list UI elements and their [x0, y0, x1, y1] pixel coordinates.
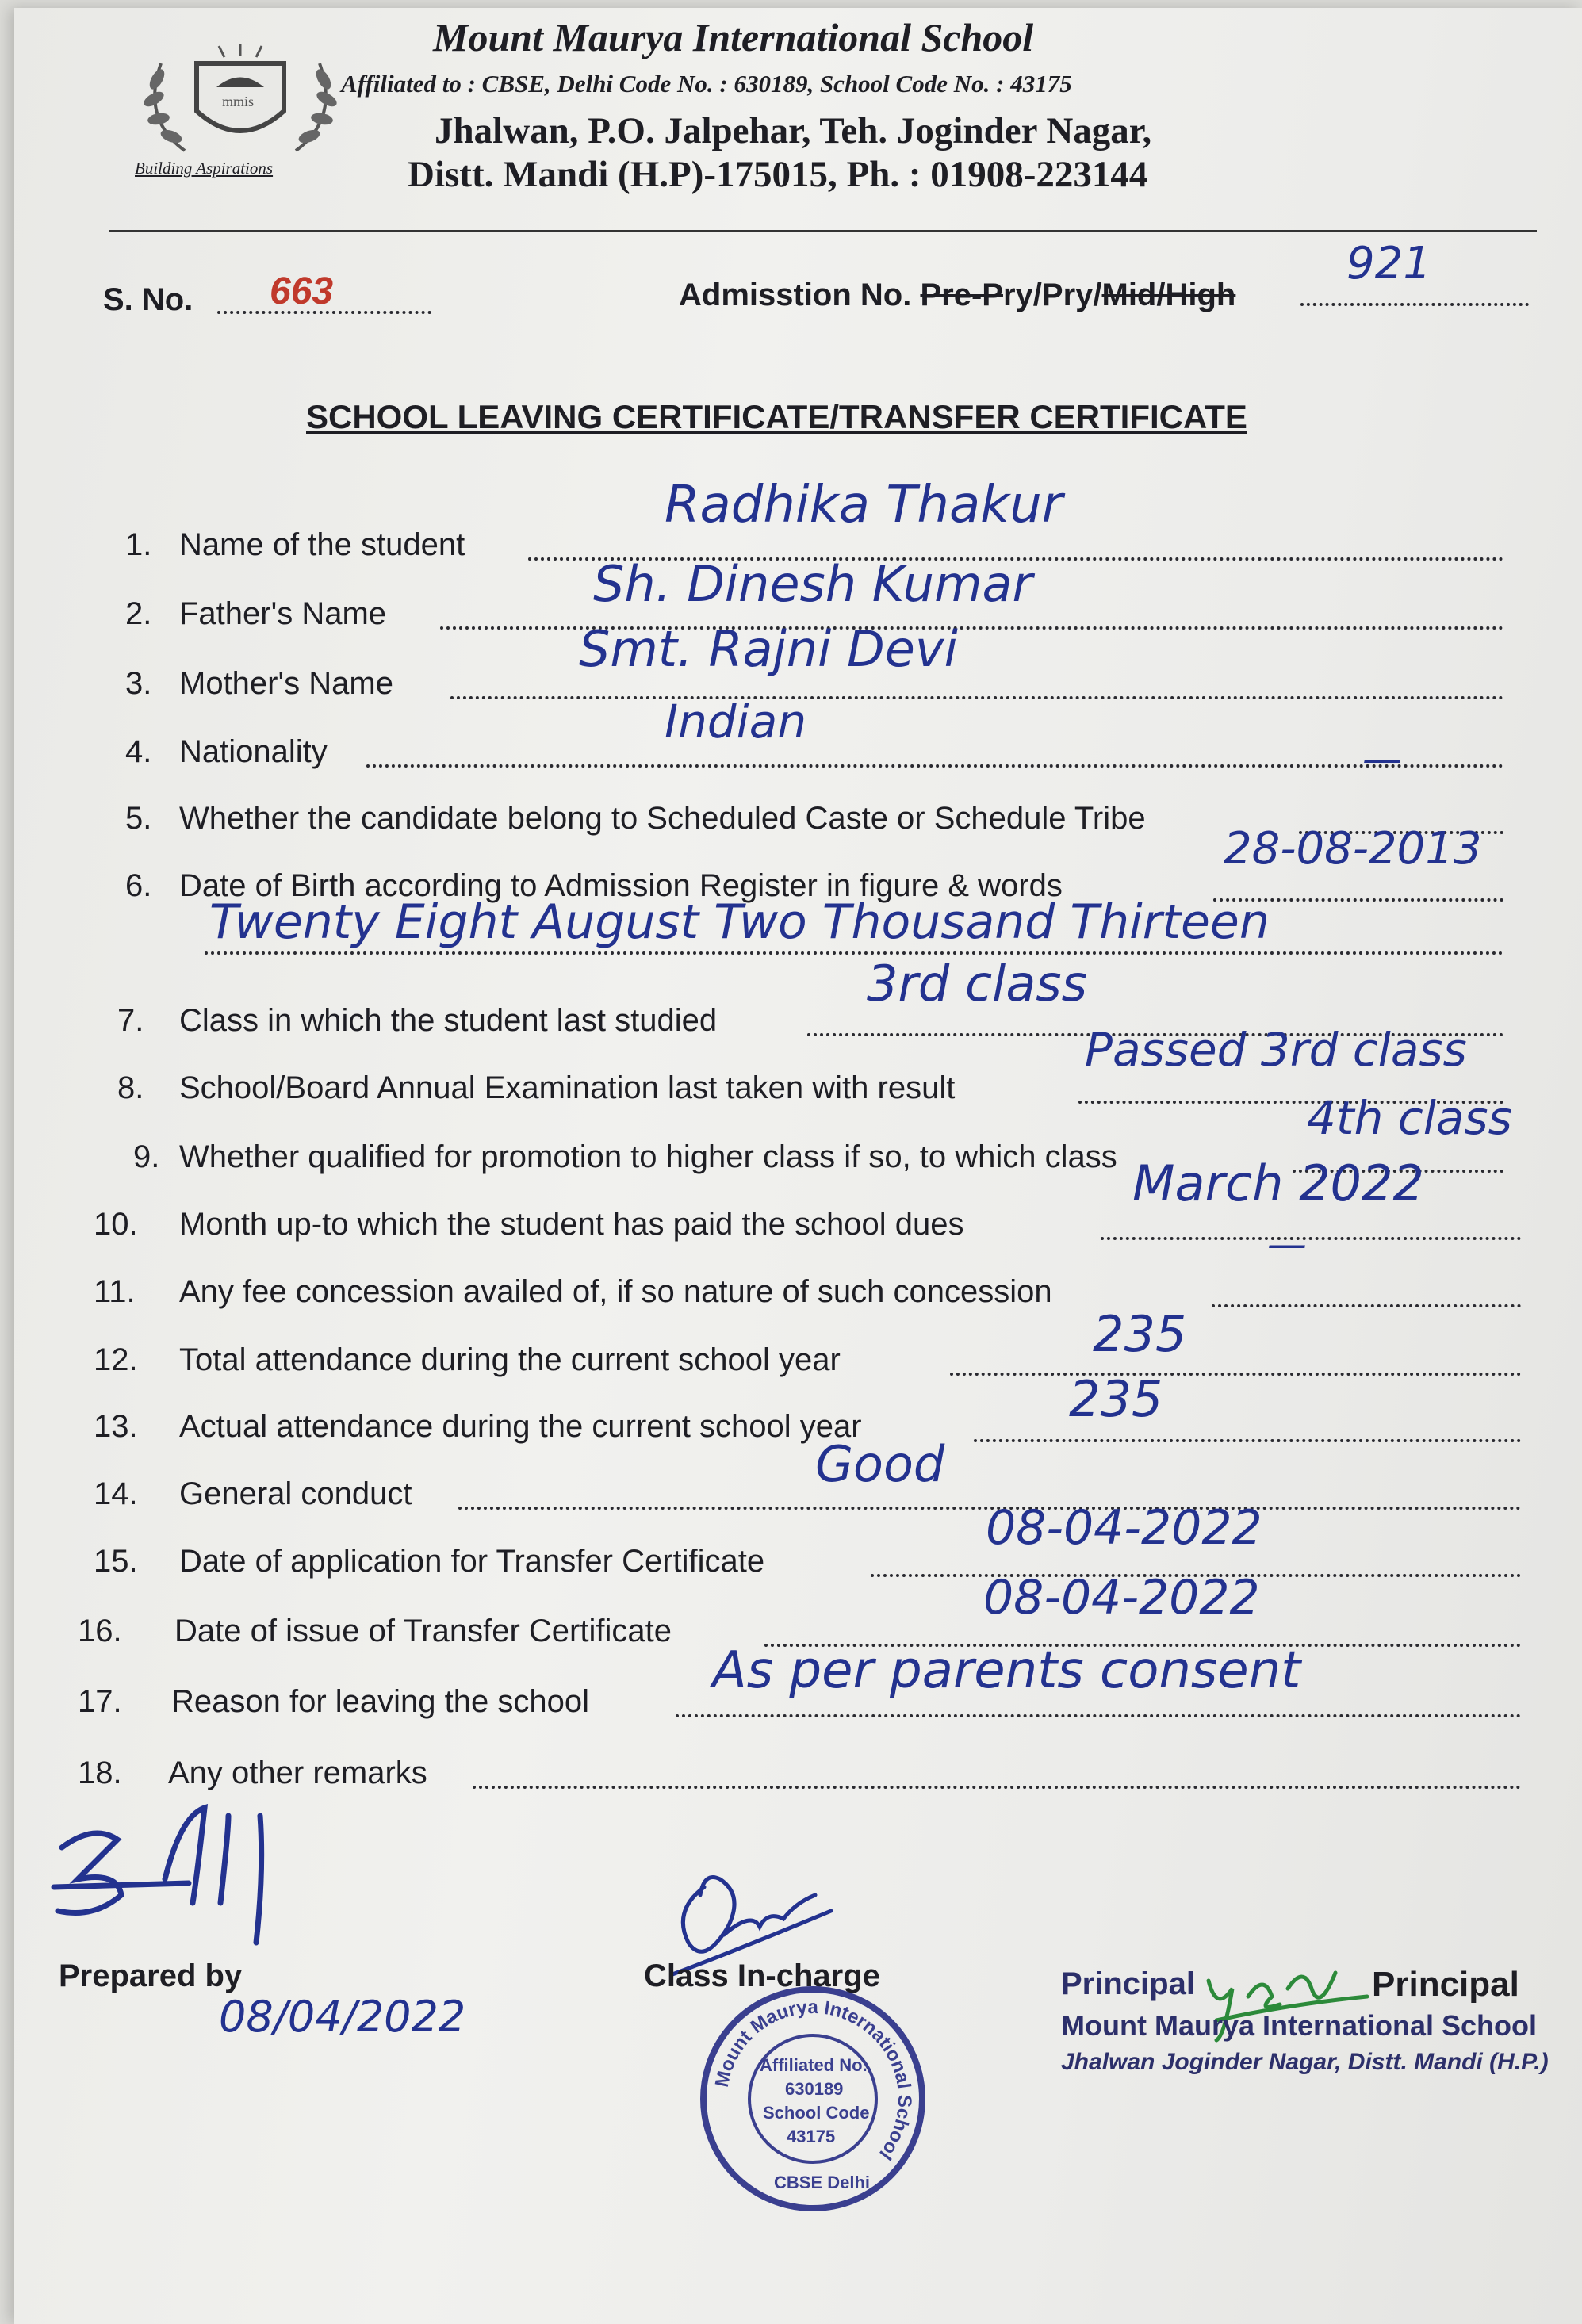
stamp-bottom: CBSE Delhi — [774, 2173, 871, 2192]
field-label: Month up-to which the student has paid the school dues — [179, 1207, 964, 1242]
stamp-ring-text: Mount Maurya International School — [711, 1996, 916, 2165]
field-value: 08-04-2022 — [983, 1570, 1260, 1625]
field-number: 14. — [94, 1476, 138, 1511]
field-number: 13. — [94, 1409, 138, 1444]
school-logo — [125, 32, 355, 190]
admission-label-text: Admisstion No. — [679, 278, 912, 312]
field-label: Name of the student — [179, 527, 465, 562]
field-value-words: Twenty Eight August Two Thousand Thirteen — [209, 894, 1270, 950]
stamp-line-3: School Code — [763, 2103, 870, 2123]
header-divider — [109, 230, 1537, 232]
principal-label: Principal — [1061, 1966, 1195, 2001]
field-label: Reason for leaving the school — [171, 1684, 589, 1719]
field-label: Class in which the student last studied — [179, 1003, 718, 1038]
field-number: 5. — [125, 801, 152, 836]
admission-struck-2: Mid/High — [1101, 278, 1236, 312]
field-number: 6. — [125, 868, 152, 903]
field-dotted-line — [974, 1439, 1521, 1442]
field-label: Any fee concession availed of, if so nature of such concession — [179, 1274, 1052, 1309]
logo-motto: Building Aspirations — [135, 159, 274, 178]
field-label: Date of issue of Transfer Certificate — [174, 1614, 672, 1648]
field-value: 4th class — [1307, 1091, 1512, 1145]
admission-number: 921 — [1346, 238, 1431, 289]
field-number: 9. — [133, 1139, 160, 1174]
field-dotted-line — [1212, 1304, 1521, 1307]
field-label: Father's Name — [179, 596, 387, 631]
field-label: General conduct — [179, 1476, 412, 1511]
principal-school: Mount Maurya International School — [1061, 2009, 1538, 2042]
field-label: Actual attendance during the current school year — [179, 1409, 862, 1444]
field-value: Passed 3rd class — [1085, 1023, 1467, 1077]
stamp-line-2: 630189 — [785, 2079, 844, 2099]
stamp-line-1: Affiliated No. — [760, 2055, 868, 2075]
admission-dots — [1300, 303, 1529, 306]
field-dotted-line — [950, 1373, 1521, 1376]
certificate-title: SCHOOL LEAVING CERTIFICATE/TRANSFER CERTIFICATE — [306, 398, 1247, 435]
field-label: Whether the candidate belong to Scheduled Caste or Schedule Tribe — [179, 801, 1146, 836]
prepared-by-label: Prepared by — [59, 1958, 243, 1993]
field-number: 2. — [125, 596, 152, 631]
class-incharge-label: Class In-charge — [644, 1958, 880, 1993]
field-value: Smt. Rajni Devi — [579, 620, 958, 678]
field-number: 11. — [94, 1274, 136, 1309]
serial-label: S. No. — [103, 282, 193, 317]
field-label: Any other remarks — [168, 1755, 427, 1790]
field-value: As per parents consent — [712, 1641, 1301, 1700]
field-number: 15. — [94, 1544, 138, 1579]
logo-text: mmis — [222, 94, 255, 109]
field-value: Good — [815, 1435, 945, 1493]
field-number: 18. — [78, 1755, 122, 1790]
principal-address: Jhalwan Joginder Nagar, Distt. Mandi (H.P.) — [1061, 2049, 1549, 2075]
prepared-date: 08/04/2022 — [219, 1992, 466, 2042]
serial-number: 663 — [270, 270, 334, 312]
address-line-2: Distt. Mandi (H.P)-175015, Ph. : 01908-223144 — [408, 154, 1148, 195]
field-value: Sh. Dinesh Kumar — [593, 555, 1032, 613]
affiliation-line: Affiliated to : CBSE, Delhi Code No. : 630189, School Code No. : 43175 — [341, 70, 1072, 98]
certificate-sheet — [14, 8, 1582, 2324]
field-number: 12. — [94, 1342, 138, 1377]
school-stamp — [698, 1984, 928, 2214]
field-dotted-line — [473, 1786, 1521, 1789]
field-label: Date of Birth according to Admission Register in figure & words — [179, 868, 1063, 903]
field-dotted-line — [450, 696, 1503, 699]
field-number: 10. — [94, 1207, 138, 1242]
field-label: Mother's Name — [179, 666, 393, 701]
field-dotted-line — [676, 1714, 1521, 1717]
field-value: 08-04-2022 — [986, 1500, 1262, 1556]
field-dotted-line — [205, 951, 1503, 955]
field-number: 8. — [117, 1070, 144, 1105]
field-label: Date of application for Transfer Certificate — [179, 1544, 765, 1579]
field-number: 3. — [125, 666, 152, 701]
field-label: Total attendance during the current school year — [179, 1342, 841, 1377]
field-value: — — [1267, 1221, 1307, 1267]
field-number: 4. — [125, 734, 152, 769]
field-value: Indian — [665, 695, 807, 749]
field-label: School/Board Annual Examination last taken with result — [179, 1070, 956, 1105]
field-value: 235 — [1093, 1305, 1187, 1363]
field-value: — — [1362, 736, 1402, 782]
field-value: 3rd class — [867, 955, 1087, 1013]
field-value: Radhika Thakur — [665, 476, 1063, 534]
field-number: 7. — [117, 1003, 144, 1038]
field-label: Nationality — [179, 734, 328, 769]
admission-struck-1: Pre-P — [920, 278, 1003, 312]
field-value: March 2022 — [1132, 1154, 1424, 1212]
field-number: 16. — [78, 1614, 122, 1648]
school-name: Mount Maurya International School — [433, 15, 1034, 59]
admission-middle: ry/Pry/ — [1002, 278, 1102, 312]
stamp-line-4: 43175 — [787, 2127, 836, 2146]
field-number: 1. — [125, 527, 152, 562]
field-dotted-line — [1101, 1237, 1521, 1240]
address-line-1: Jhalwan, P.O. Jalpehar, Teh. Joginder Nagar, — [435, 110, 1152, 151]
field-number: 17. — [78, 1684, 122, 1719]
principal-label-2: Principal — [1372, 1965, 1519, 2004]
field-value: 235 — [1069, 1370, 1163, 1428]
field-label: Whether qualified for promotion to higher class if so, to which class — [179, 1139, 1117, 1174]
admission-label — [679, 278, 1235, 313]
field-value: 28-08-2013 — [1224, 823, 1482, 875]
field-dotted-line — [366, 764, 1503, 768]
